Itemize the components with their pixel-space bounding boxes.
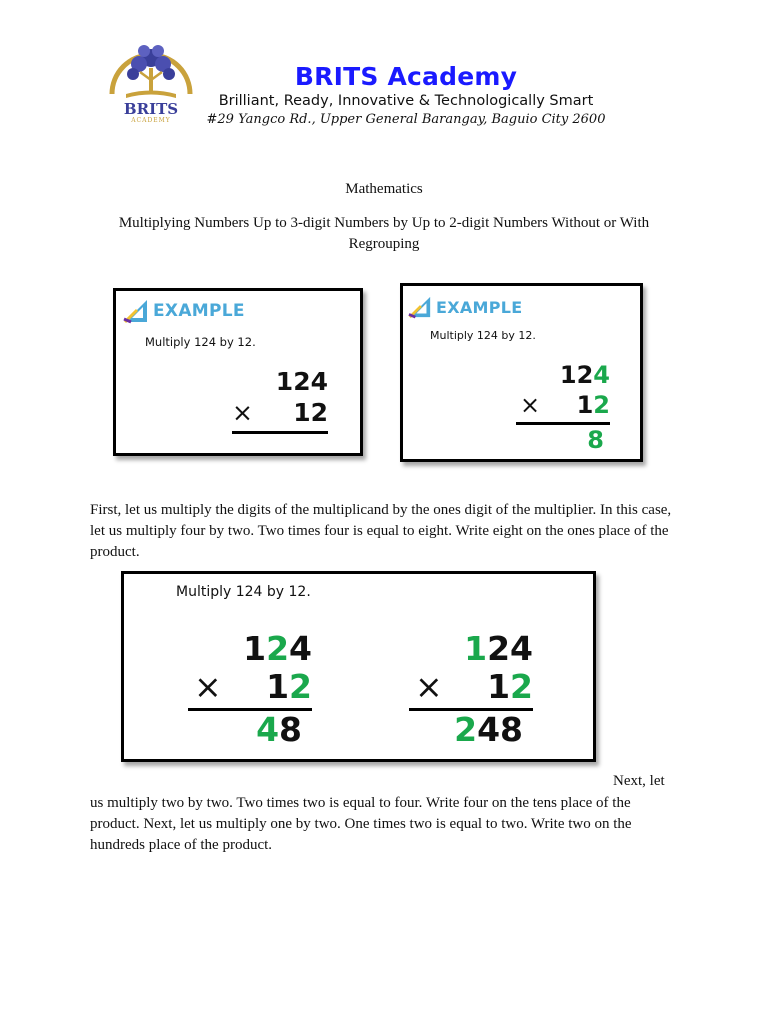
- school-address: #29 Yangco Rd., Upper General Barangay, Baguio City 2600: [206, 112, 606, 127]
- logo-text: BRITS: [123, 100, 179, 118]
- example-header: [408, 295, 523, 319]
- times-symbol: ×: [520, 391, 541, 419]
- digit-highlight: 1: [464, 629, 488, 668]
- multiplication-problem: [232, 367, 328, 434]
- product-digit: 8: [500, 710, 523, 749]
- digit: 4: [289, 629, 312, 668]
- set-square-icon: [123, 298, 149, 324]
- times-symbol: ×: [232, 398, 253, 427]
- digit-highlight: 2: [289, 667, 312, 706]
- digit: 1: [576, 391, 594, 419]
- school-name: BRITS Academy: [294, 62, 518, 91]
- multiplication-problem-hundreds: [409, 630, 533, 749]
- logo-subtext: ACADEMY: [131, 117, 171, 124]
- times-symbol: ×: [194, 667, 222, 706]
- digit: 2: [293, 367, 311, 396]
- example-header: [123, 298, 245, 324]
- digit-highlight: 2: [510, 667, 533, 706]
- example-card-problem: [113, 288, 363, 456]
- product-digit: 8: [279, 710, 302, 749]
- product-digit: 8: [587, 426, 604, 454]
- digit: 2: [310, 398, 328, 427]
- digit-highlight: 2: [266, 629, 290, 668]
- product-digit: 4: [477, 710, 501, 749]
- example-label: EXAMPLE: [436, 297, 523, 317]
- multiplication-problem: [516, 361, 610, 455]
- paragraph-step-one: First, let us multiply the digits of the multiplicand by the ones digit of the multiplier. In this case, let us multiply four by two. Two times four is equal to eight. Write eight on the ones place of the product.: [90, 502, 672, 560]
- digit: 1: [559, 361, 577, 389]
- digit: 2: [576, 361, 594, 389]
- digit-highlight: 2: [593, 391, 610, 419]
- school-motto: Brilliant, Ready, Innovative & Technologically Smart: [218, 93, 594, 109]
- digit: 1: [487, 667, 511, 706]
- digit: 1: [293, 398, 311, 427]
- problem-prompt: Multiply 124 by 12.: [176, 584, 311, 600]
- digit: 4: [510, 629, 533, 668]
- product-digit-highlight: 2: [454, 710, 478, 749]
- digit: 1: [266, 667, 290, 706]
- example-label: EXAMPLE: [153, 301, 245, 321]
- digit: 1: [243, 629, 267, 668]
- digit: 1: [275, 367, 294, 396]
- product-digit-highlight: 4: [256, 710, 280, 749]
- times-symbol: ×: [415, 667, 443, 706]
- paragraph-step-two-lead: Next, let: [613, 773, 665, 789]
- digit-highlight: 4: [593, 361, 610, 389]
- set-square-icon: [408, 295, 432, 319]
- product-line: [232, 431, 328, 434]
- problem-prompt: Multiply 124 by 12.: [430, 329, 536, 342]
- subject-title: Mathematics: [345, 181, 423, 197]
- digit: 2: [487, 629, 511, 668]
- lesson-title: Multiplying Numbers Up to 3-digit Numbers by Up to 2-digit Numbers Without or With Regrouping: [118, 215, 650, 252]
- example-card-step-tens-hundreds: [121, 571, 596, 762]
- digit: 4: [310, 367, 328, 396]
- example-card-step-ones: [400, 283, 643, 462]
- multiplication-problem-tens: [188, 630, 312, 749]
- paragraph-step-two: us multiply two by two. Two times two is equal to four. Write four on the tens place of the product. Next, let us multiply one by two. One times two is equal to two. Write two on the hundreds place of the product.: [90, 795, 632, 853]
- problem-prompt: Multiply 124 by 12.: [145, 335, 256, 349]
